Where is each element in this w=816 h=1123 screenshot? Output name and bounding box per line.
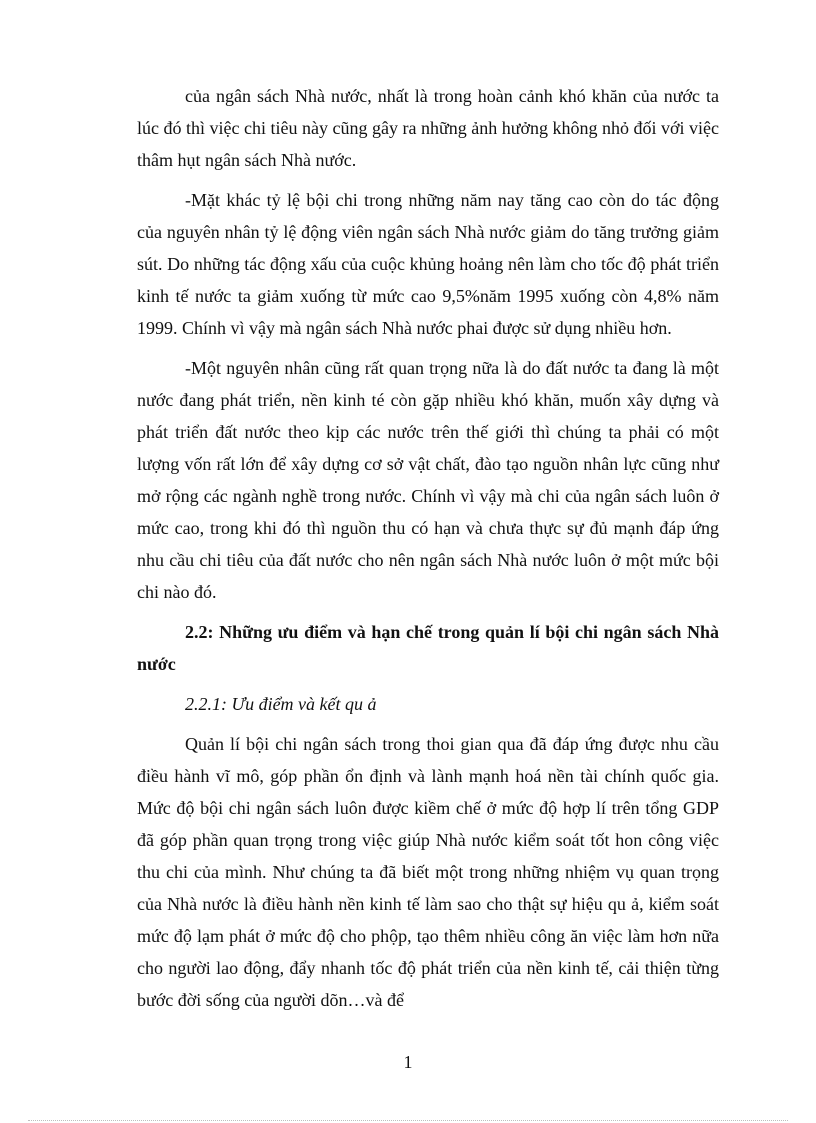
document-body — [137, 80, 719, 1024]
footer-divider — [28, 1120, 788, 1121]
section-heading: 2.2: Những ưu điểm và hạn chế trong quản lí bội chi ngân sách Nhà nước — [137, 622, 719, 674]
paragraph-developing-country: -Một nguyên nhân cũng rất quan trọng nữa là do đất nước ta đang là một nước đang phát triển, nền kinh té còn gặp nhiều khó khăn, muốn xây dựng và phát triển đất nước theo kịp các nước trên thế giới thì chúng ta phải có một lượng vốn rất lớn để xây dựng cơ sở vật chất, đào tạo nguồn nhân lực cũng như mở rộng các ngành nghề trong nước. Chính vì vậy mà chi của ngân sách luôn ở mức cao, trong khi đó thì nguồn thu có hạn và chưa thực sự đủ mạnh đáp ứng nhu cầu chi tiêu của đất nước cho nên ngân sách Nhà nước luôn ở một mức bội chi nào đó. — [137, 358, 719, 602]
subsection-heading: 2.2.1: Ưu điểm và kết qu ả — [185, 694, 377, 714]
paragraph-growth-decline: -Mặt khác tỷ lệ bội chi trong những năm nay tăng cao còn do tác động của nguyên nhân tỷ lệ động viên ngân sách Nhà nước giảm do tăng trưởng giảm sút. Do những tác động xấu của cuộc khủng hoảng nên làm cho tốc độ phát triển kinh tế nước ta giảm xuống từ mức cao 9,5%năm 1995 xuống còn 4,8% năm 1999. Chính vì vậy mà ngân sách Nhà nước phai được sử dụng nhiều hơn. — [137, 190, 719, 338]
paragraph-continuation: của ngân sách Nhà nước, nhất là trong hoàn cảnh khó khăn của nước ta lúc đó thì việc chi tiêu này cũng gây ra những ảnh hưởng không nhỏ đối với việc thâm hụt ngân sách Nhà nước. — [137, 86, 719, 170]
paragraph-advantages: Quản lí bội chi ngân sách trong thoi gian qua đã đáp ứng được nhu cầu điều hành vĩ mô, góp phần ổn định và lành mạnh hoá nền tài chính quốc gia. Mức độ bội chi ngân sách luôn được kiềm chế ở mức độ hợp lí trên tổng GDP đã góp phần quan trọng trong việc giúp Nhà nước kiểm soát tốt hon công việc thu chi của mình. Như chúng ta đã biết một trong những nhiệm vụ quan trọng của Nhà nước là điều hành nền kinh tế làm sao cho thật sự hiệu qu ả, kiểm soát mức độ lạm phát ở mức độ cho phộp, tạo thêm nhiều công ăn việc làm hơn nữa cho người lao động, đẩy nhanh tốc độ phát triển của nền kinh tế, cải thiện từng bước đời sống của người dõn…và để — [137, 734, 719, 1010]
page-number: 1 — [403, 1052, 413, 1072]
